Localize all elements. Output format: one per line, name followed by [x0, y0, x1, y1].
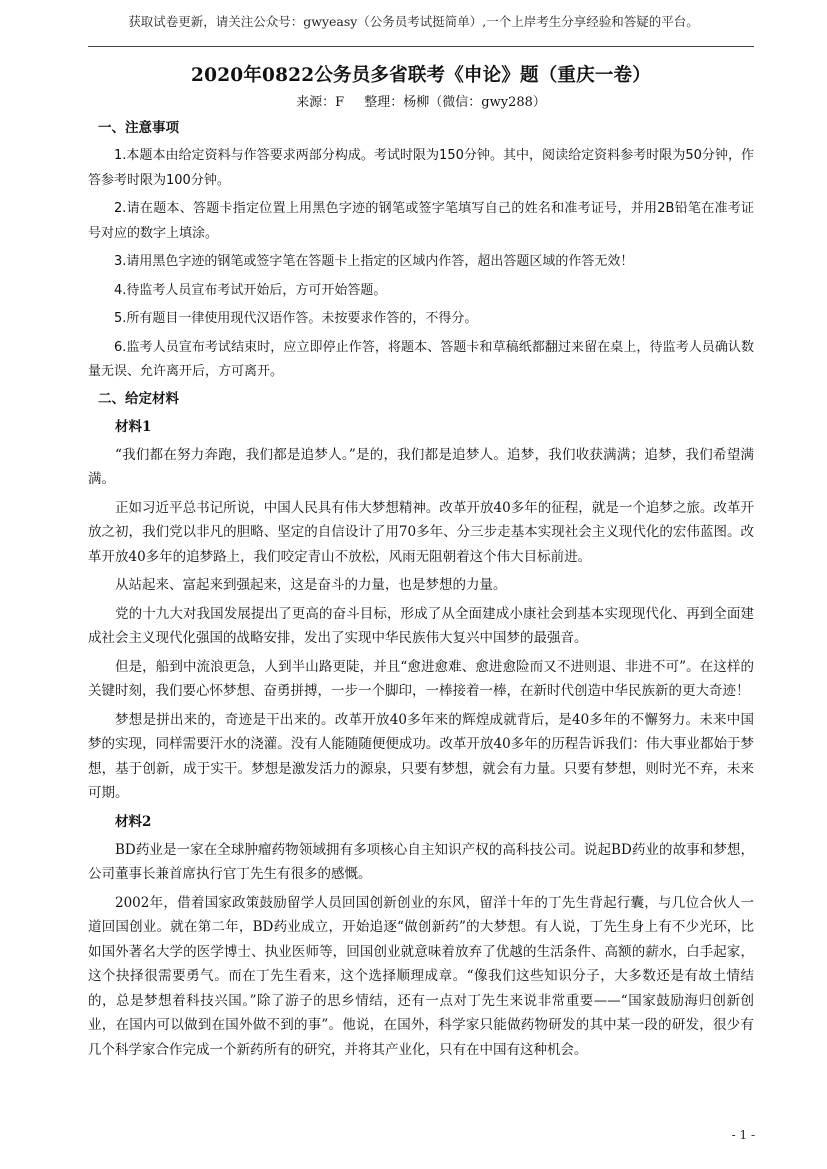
top-notice-text: 获取试卷更新，请关注公众号：gwyeasy（公务员考试挺简单）,一个上岸考生分享经验和答疑的平台。 — [128, 14, 699, 29]
page-number: - 1 - — [731, 1128, 755, 1142]
notice-item-1: 1.本题本由给定资料与作答要求两部分构成。考试时限为150分钟。其中，阅读给定资料参考时限为50分钟，作答参考时限为100分钟。 — [88, 148, 754, 188]
notice-item-5: 5.所有题目一律使用现代汉语作答。未按要求作答的，不得分。 — [114, 311, 478, 326]
top-notice-bar — [0, 0, 827, 30]
section-heading-materials: 二、给定材料 — [98, 390, 179, 407]
material-1-paragraph: 从站起来、富起来到强起来，这是奋斗的力量，也是梦想的力量。 — [115, 577, 507, 593]
editor-label: 整理：杨柳（微信：gwy288） — [364, 95, 546, 110]
header-divider — [88, 46, 754, 47]
notice-item-2: 2.请在题本、答题卡指定位置上用黑色字迹的钢笔或签字笔填写自己的姓名和准考证号，并用2B铅笔在准考证号对应的数字上填涂。 — [88, 201, 754, 241]
material-1-label: 材料1 — [115, 418, 152, 435]
notice-item-6: 6.监考人员宣布考试结束时，应立即停止作答，将题本、答题卡和草稿纸都翻过来留在桌上，待监考人员确认数量无误、允许离开后，方可离开。 — [88, 339, 754, 379]
material-2-paragraph: BD药业是一家在全球肿瘤药物领域拥有多项核心自主知识产权的高科技公司。说起BD药业的故事和梦想，公司董事长兼首席执行官丁先生有很多的感慨。 — [88, 841, 754, 882]
material-1-paragraph: 但是，船到中流浪更急，人到半山路更陡，并且“愈进愈难、愈进愈险而又不进则退、非进不可”。在这样的关键时刻，我们要心怀梦想、奋勇拼搏，一步一个脚印，一棒接着一棒，在新时代创造中华民族新的更大奇迹！ — [88, 658, 754, 699]
document-body — [88, 58, 754, 1066]
source-line — [88, 94, 754, 112]
source-label: 来源：F — [296, 95, 345, 110]
section-heading-notice: 一、注意事项 — [98, 120, 179, 136]
material-1-paragraph: 党的十九大对我国发展提出了更高的奋斗目标，形成了从全面建成小康社会到基本实现现代化、再到全面建成社会主义现代化强国的战略安排，发出了实现中华民族伟大复兴中国梦的最强音。 — [88, 605, 754, 646]
material-1-paragraph: 正如习近平总书记所说，中国人民具有伟大梦想精神。改革开放40多年的征程，就是一个追梦之旅。改革开放之初，我们党以非凡的胆略、坚定的自信设计了用70多年、分三步走基本实现社会主义现代化的宏伟蓝图。改革开放40多年的追梦路上，我们咬定青山不放松，风雨无阻朝着这个伟大目标前进。 — [88, 499, 754, 565]
notice-item-3: 3.请用黑色字迹的钢笔或签字笔在答题卡上指定的区域内作答，超出答题区域的作答无效！ — [114, 254, 634, 269]
page-title: 2020年0822公务员多省联考《申论》题（重庆一卷） — [191, 65, 651, 86]
material-2-label: 材料2 — [115, 813, 152, 830]
notice-item-4: 4.待监考人员宣布考试开始后，方可开始答题。 — [114, 282, 387, 298]
material-1-paragraph: 梦想是拼出来的，奇迹是干出来的。改革开放40多年来的辉煌成就背后，是40多年的不懈努力。未来中国梦的实现，同样需要汗水的浇灌。没有人能随随便便成功。改革开放40多年的历程告诉我们：伟大事业都始于梦想，基于创新，成于实干。梦想是激发活力的源泉，只要有梦想，就会有力量。只要有梦想，则时光不弃，未来可期。 — [88, 711, 754, 801]
material-2-paragraph: 2002年，借着国家政策鼓励留学人员回国创新创业的东风，留洋十年的丁先生背起行囊，与几位合伙人一道回国创业。就在第二年，BD药业成立，开始追逐“做创新药”的大梦想。有人说，丁先生身上有不少光环，比如国外著名大学的医学博士、执业医师等，回国创业就意味着放弃了优越的生活条件、高额的薪水，白手起家，这个抉择很需要勇气。而在丁先生看来，这个选择顺理成章。“像我们这些知识分子，大多数还是有故土情结的，总是梦想着科技兴国。”除了游子的思乡情结，还有一点对丁先生来说非常重要——“国家鼓励海归创新创业，在国内可以做到在国外做不到的事”。他说，在国外，科学家只能做药物研发的其中某一段的研发，很少有几个科学家合作完成一个新药所有的研究，并将其产业化，只有在中国有这种机会。 — [88, 894, 754, 1058]
material-1-paragraph: “我们都在努力奔跑，我们都是追梦人。”是的，我们都是追梦人。追梦，我们收获满满；追梦，我们希望满满。 — [88, 446, 754, 487]
